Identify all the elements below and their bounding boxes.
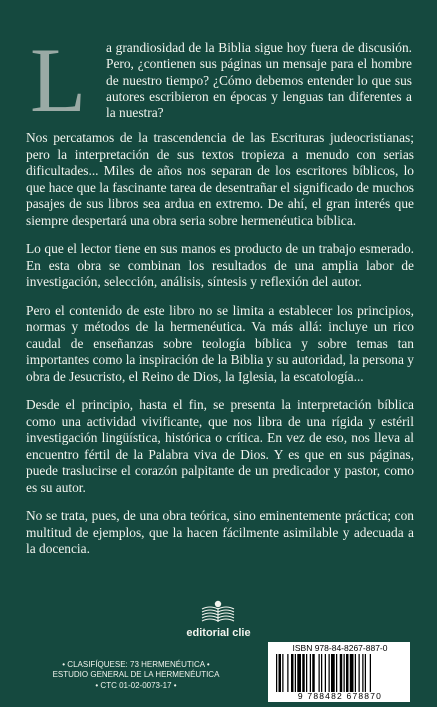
intro-section — [26, 29, 414, 131]
barcode-icon — [276, 654, 404, 692]
paragraph-5: No se trata, pues, de una obra teórica, sino eminentemente práctica; con multitud de ejemplos, que la hacen fácilmente asimilable y adecuada a la docencia. — [26, 508, 414, 556]
classification-line-1: • CLASIFÍQUESE: 73 HERMENÉUTICA • — [62, 660, 210, 669]
paragraph-3: Pero el contenido de este libro no se limita a establecer los principios, normas y métodos de la hermenéutica. Va más allá: incluye un rico caudal de enseñanzas sobre teología bíblica y sobre temas tan importantes como la inspiración de la Biblia y su autoridad, la persona y obra de Jesucristo, el Reino de Dios, la Iglesia, la escatología... — [26, 302, 414, 384]
publisher-block — [0, 599, 437, 643]
drop-cap: L — [30, 29, 87, 131]
intro-text: a grandiosidad de la Biblia sigue hoy fuera de discusión. Pero, ¿contienen sus páginas un mensaje para el hombre de nuestro tiempo? ¿Cómo debemos entender lo que sus autores escribieron en épocas y lenguas tan diferentes a la nuestra? — [106, 40, 412, 121]
classification-block — [46, 660, 226, 691]
barcode-number: 9 788482 678870 — [297, 691, 383, 701]
classification-line-3: • CTC 01-02-0073-17 • — [95, 680, 177, 690]
paragraph-1: Nos percatamos de la trascendencia de las Escrituras judeocristianas; pero la interpretación de sus textos tropieza a menudo con serias dificultades... Miles de años nos separan de los escritores bíblicos, lo que hace que la fascinante tarea de desentrañar el significado de muchos pasajes de sus libros sea ardua en extremo. De ahí, el gran interés que siempre despertará una obra seria sobre hermenéutica bíblica. — [26, 130, 414, 228]
body-paragraphs — [26, 130, 414, 570]
publisher-name: editorial clie — [186, 627, 251, 639]
open-book-logo-icon — [198, 599, 238, 625]
paragraph-2: Lo que el lector tiene en sus manos es producto de un trabajo esmerado. En esta obra se combinan los resultados de una amplia labor de investigación, selección, análisis, síntesis y reflexión del autor. — [26, 241, 414, 289]
paragraph-4: Desde el principio, hasta el fin, se presenta la interpretación bíblica como una actividad vivificante, que nos libra de una rígida y estéril investigación lingüística, histórica o crítica. En vez de eso, nos lleva al encuentro fértil de la Palabra viva de Dios. Y es que en sus páginas, puede traslucirse el corazón palpitante de un predicador y pastor, como es su autor. — [26, 397, 414, 495]
isbn-label: ISBN 978-84-8267-887-0 — [292, 643, 388, 653]
barcode-box — [268, 642, 410, 702]
classification-line-2: ESTUDIO GENERAL DE LA HERMENÉUTICA — [52, 670, 220, 680]
